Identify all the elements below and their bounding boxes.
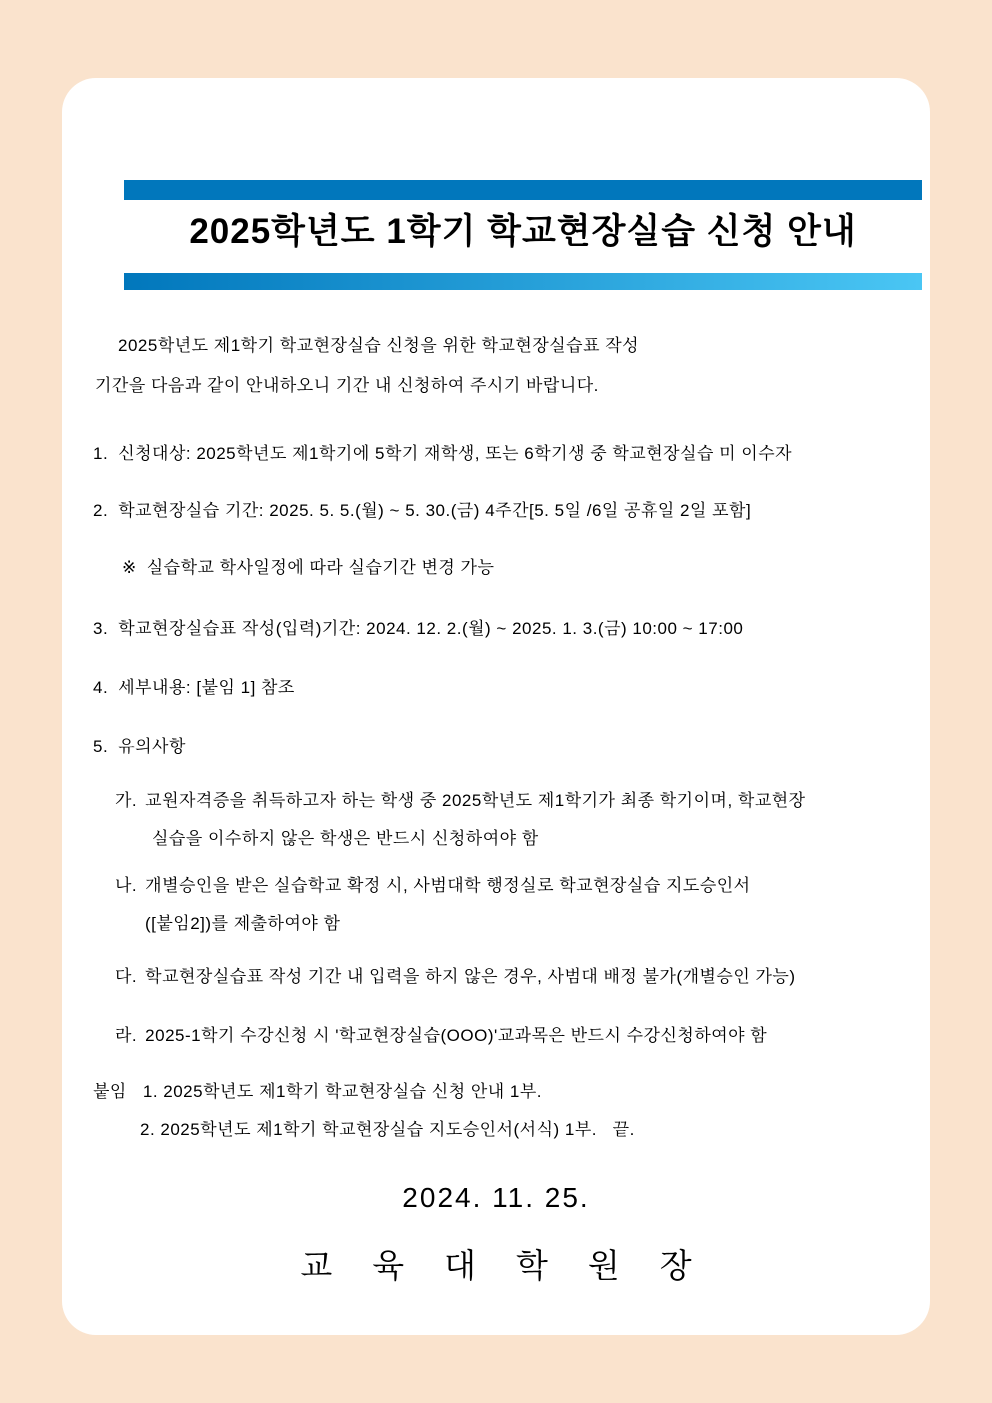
sub-item-text: 교원자격증을 취득하고자 하는 학생 중 2025학년도 제1학기가 최종 학기이며, 학교현장 [145,791,806,810]
sub-item-ra [115,1025,767,1047]
title-top-bar [124,180,922,200]
attachment-text: 1. 2025학년도 제1학기 학교현장실습 신청 안내 1부. [142,1082,543,1101]
sub-item-da [115,966,796,988]
item-number: 4. [93,678,109,697]
attachment-line-1 [93,1081,542,1103]
sub-item-ga-line-2: 실습을 이수하지 않은 학생은 반드시 신청하여야 함 [152,829,539,848]
item-text: 학교현장실습표 작성(입력)기간: 2024. 12. 2.(월) ~ 2025. 1. 3.(금) 10:00 ~ 17:00 [118,619,744,638]
item-number: 5. [93,737,109,756]
item-text: 실습학교 학사일정에 따라 실습기간 변경 가능 [146,558,495,577]
list-item-3 [93,618,743,640]
attachment-line-2: 2. 2025학년도 제1학기 학교현장실습 지도승인서(서식) 1부. 끝. [140,1120,635,1139]
item-number: 2. [93,501,109,520]
list-item-4 [93,677,295,699]
sub-item-number: 라. [115,1026,138,1045]
item-text: 학교현장실습 기간: 2025. 5. 5.(월) ~ 5. 30.(금) 4주간[5. 5일 /6일 공휴일 2일 포함] [118,501,752,520]
item-text: 세부내용: [붙임 1] 참조 [118,678,295,697]
item-text: 유의사항 [118,737,186,756]
sub-item-text: 2025-1학기 수강신청 시 '학교현장실습(OOO)'교과목은 반드시 수강신청하여야 함 [145,1026,768,1045]
sub-item-number: 가. [115,791,138,810]
notice-sheet [62,78,930,1335]
page-title: 2025학년도 1학기 학교현장실습 신청 안내 [189,212,857,251]
intro-line-2: 기간을 다음과 같이 안내하오니 기간 내 신청하여 주시기 바랍니다. [95,376,599,395]
item-number: 1. [93,444,109,463]
sub-item-number: 다. [115,967,138,986]
title-gradient-bar [124,273,922,290]
signer-title: 교육대학원장 [300,1247,732,1284]
item-number: 3. [93,619,109,638]
document-date: 2024. 11. 25. [402,1182,590,1213]
reference-note [122,557,494,579]
sub-item-na-line-1 [115,875,751,897]
sub-item-ga-line-1 [115,790,806,812]
list-item-5 [93,736,186,758]
attachment-label: 붙임 [93,1082,127,1101]
list-item-2 [93,500,751,522]
reference-mark-icon: ※ [122,558,137,577]
item-text: 신청대상: 2025학년도 제1학기에 5학기 재학생, 또는 6학기생 중 학교현장실습 미 이수자 [118,444,793,463]
sub-item-na-line-2: ([붙임2])를 제출하여야 함 [145,914,341,933]
intro-line-1: 2025학년도 제1학기 학교현장실습 신청을 위한 학교현장실습표 작성 [118,336,640,355]
sub-item-text: 개별승인을 받은 실습학교 확정 시, 사범대학 행정실로 학교현장실습 지도승인서 [145,876,751,895]
list-item-1 [93,443,792,465]
sub-item-number: 나. [115,876,138,895]
sub-item-text: 학교현장실습표 작성 기간 내 입력을 하지 않은 경우, 사범대 배정 불가(개별승인 가능) [145,967,796,986]
